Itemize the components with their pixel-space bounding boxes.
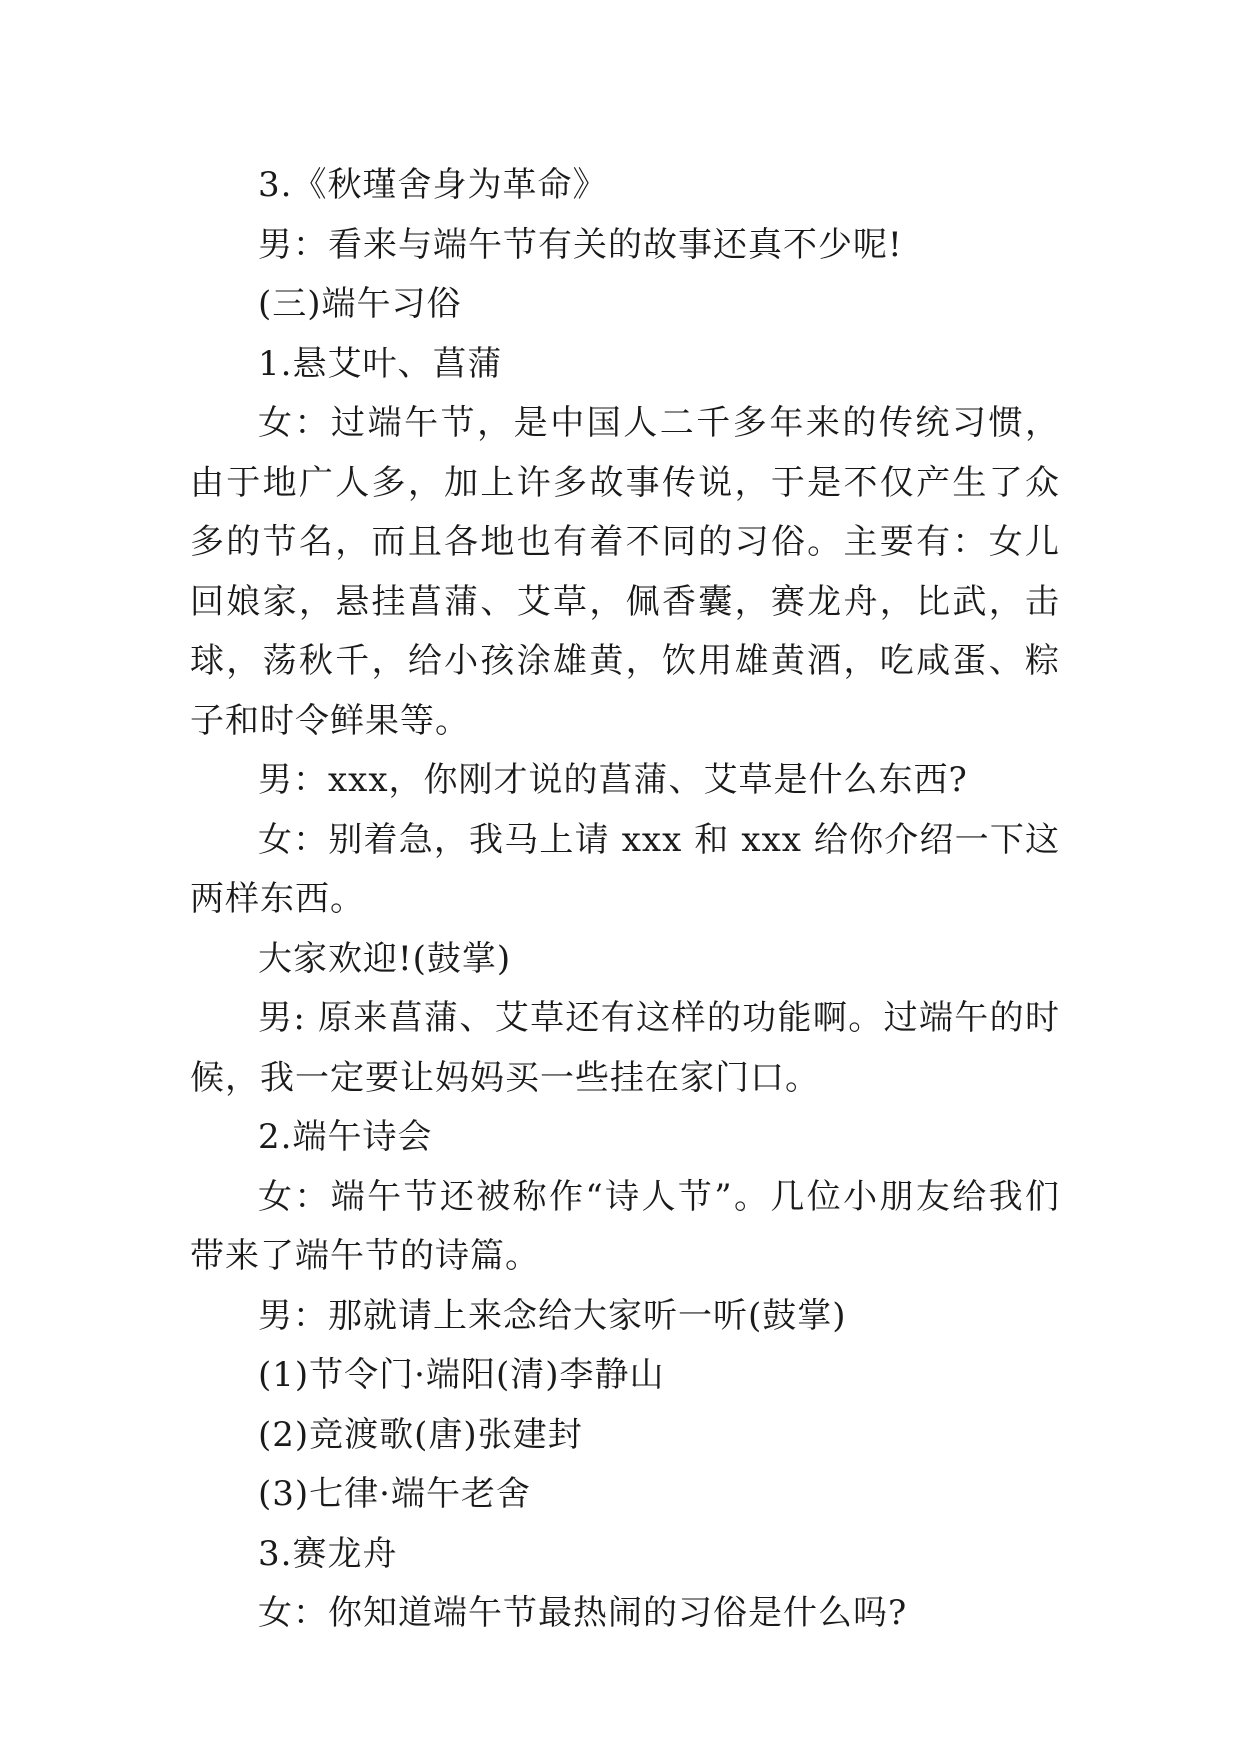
subheading-dragon-boat: 3.赛龙舟 bbox=[258, 1533, 398, 1574]
dialogue-male-4: 男：那就请上来念给大家听一听(鼓掌) bbox=[258, 1295, 847, 1336]
stage-direction-welcome: 大家欢迎!(鼓掌) bbox=[258, 938, 512, 979]
poem-item-1: (1)节令门·端阳(清)李静山 bbox=[258, 1355, 665, 1395]
poem-item-3: (3)七律·端午老舍 bbox=[258, 1474, 531, 1514]
dialogue-female-3: 女：端午节还被称作“诗人节”。几位小朋友给我们带来了端午节的诗篇。 bbox=[190, 1176, 1060, 1276]
dialogue-male-3: 男: 原来菖蒲、艾草还有这样的功能啊。过端午的时候，我一定要让妈妈买一些挂在家门口。 bbox=[190, 998, 1060, 1098]
list-item-story-3: 3.《秋瑾舍身为革命》 bbox=[258, 165, 608, 205]
subheading-hang-mugwort: 1.悬艾叶、菖蒲 bbox=[258, 343, 503, 384]
document-body bbox=[190, 156, 1060, 1644]
dialogue-female-1: 女：过端午节，是中国人二千多年来的传统习惯，由于地广人多，加上许多故事传说，于是不仅产生了众多的节名，而且各地也有着不同的习俗。主要有：女儿回娘家，悬挂菖蒲、艾草，佩香囊，赛龙舟，比武，击球，荡秋千，给小孩涂雄黄，饮用雄黄酒，吃咸蛋、粽子和时令鲜果等。 bbox=[190, 403, 1060, 741]
dialogue-male-1: 男：看来与端午节有关的故事还真不少呢! bbox=[258, 224, 903, 265]
section-heading-customs: (三)端午习俗 bbox=[258, 284, 462, 324]
poem-item-2: (2)竞渡歌(唐)张建封 bbox=[258, 1414, 583, 1455]
subheading-poetry: 2.端午诗会 bbox=[258, 1117, 433, 1157]
dialogue-female-4: 女：你知道端午节最热闹的习俗是什么吗? bbox=[258, 1593, 908, 1633]
dialogue-male-2: 男：xxx，你刚才说的菖蒲、艾草是什么东西? bbox=[258, 760, 968, 800]
dialogue-female-2: 女：别着急，我马上请 xxx 和 xxx 给你介绍一下这两样东西。 bbox=[190, 819, 1060, 919]
